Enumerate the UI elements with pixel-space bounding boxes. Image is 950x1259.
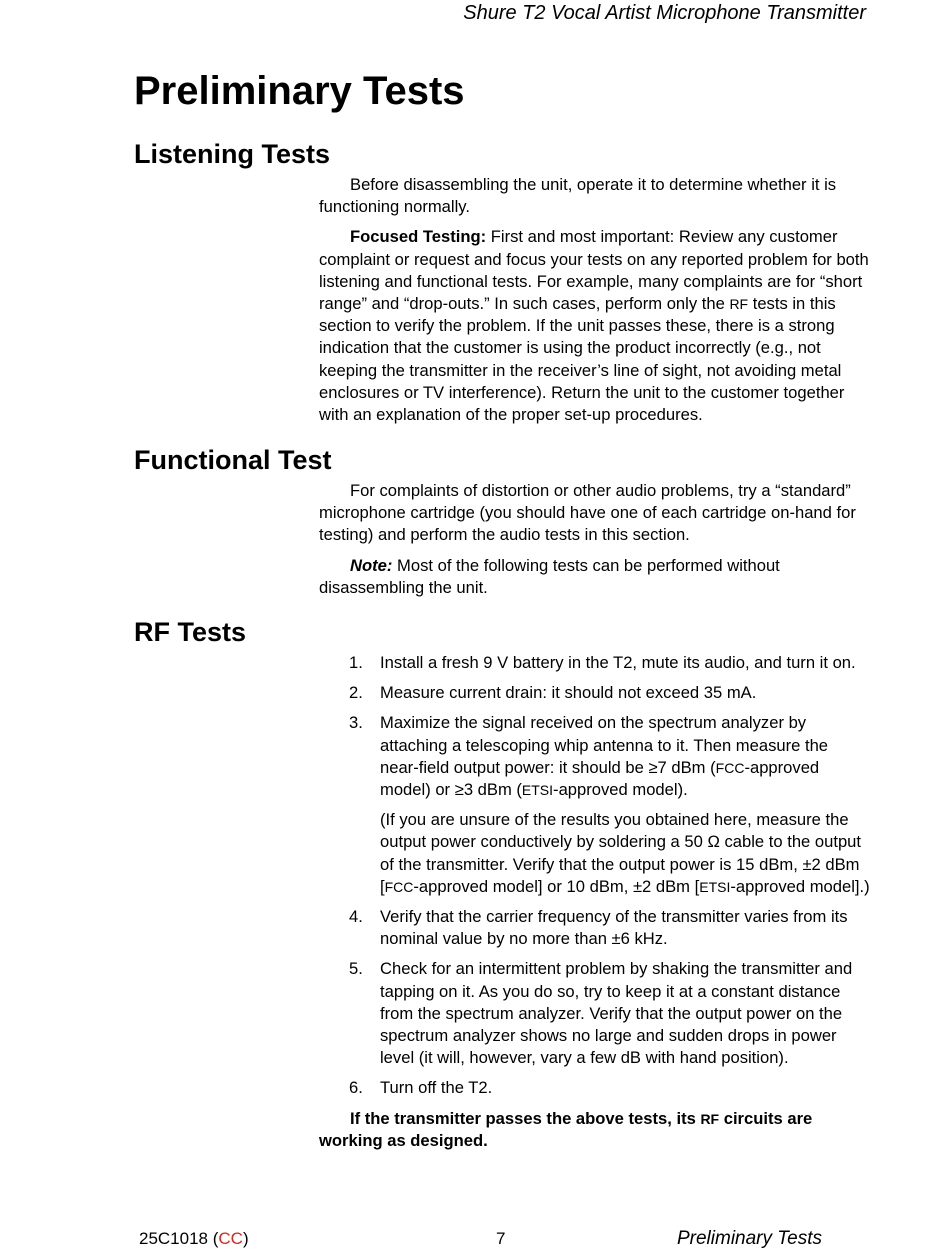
step-number: 1. xyxy=(349,653,363,672)
focused-testing-text-b: tests in this section to verify the problem. If the unit passes these, there is a strong indication that the customer is using the product incorrectly (e.g., not keeping the transmitter in the receiver’s line of sight, not avoiding metal enclosures or TV interference). Return the unit to the customer together with an explanation of the proper set-up procedures. xyxy=(319,294,845,425)
geq-symbol: ≥ xyxy=(454,780,464,800)
etsi-abbrev: ETSI xyxy=(521,782,554,799)
step-3-text-b: 7 dBm ( xyxy=(657,757,716,777)
closing-text-b: circuits are working as designed. xyxy=(319,1108,813,1150)
step-3-text-d: 3 dBm ( xyxy=(463,780,522,800)
rf-tests-body xyxy=(319,652,871,1160)
closing-statement xyxy=(319,1108,871,1152)
step-number: 4. xyxy=(349,907,363,927)
rf-tests-heading: RF Tests xyxy=(134,617,247,647)
focused-testing-paragraph xyxy=(319,226,871,426)
step-number: 5. xyxy=(349,959,363,979)
doc-number: 25C1018 ( xyxy=(139,1229,219,1248)
step-3-note-d: 2 dBm [ xyxy=(642,876,700,896)
plus-minus-symbol: ± xyxy=(802,854,812,874)
running-head: Shure T2 Vocal Artist Microphone Transmitter xyxy=(463,2,866,24)
step-text: Verify that the carrier frequency of the transmitter varies from its nominal value by no more than ±6 kHz. xyxy=(380,907,848,949)
page-number: 7 xyxy=(496,1229,506,1248)
focused-testing-text-a: First and most important: Review any customer complaint or request and focus your tests on any reported problem for both listening and functional tests. For example, many complaints are for “short range” and “drop-outs.” In such cases, perform only the xyxy=(319,227,869,314)
step-number: 2. xyxy=(349,683,363,703)
step-3-note xyxy=(380,809,871,898)
focused-testing-lead: Focused Testing: xyxy=(350,227,487,247)
step-3-note-a: (If you are unsure of the results you obtained here, measure the output power conductively by soldering a 50 Ω cable to the output of the transmitter. Verify that the output power is 15 dBm, xyxy=(380,810,862,874)
step-3-note-e: -approved model].) xyxy=(730,876,870,896)
rf-abbrev: RF xyxy=(729,296,749,313)
step-number: 6. xyxy=(349,1078,363,1098)
doc-close: ) xyxy=(242,1229,249,1248)
note-text: Most of the following tests can be performed without disassembling the unit. xyxy=(319,555,780,597)
list-item xyxy=(319,712,871,898)
geq-symbol: ≥ xyxy=(648,757,658,777)
list-item xyxy=(319,652,871,674)
step-text: Install a fresh 9 V battery in the T2, mute its audio, and turn it on. xyxy=(380,653,856,672)
list-item xyxy=(319,682,871,704)
step-3-text-a: Maximize the signal received on the spectrum analyzer by attaching a telescoping whip antenna to it. Then measure the near-field output power: it should be xyxy=(380,713,829,777)
listening-tests-heading: Listening Tests xyxy=(134,139,331,169)
step-text xyxy=(380,713,828,799)
step-3-note-b: 2 dBm [ xyxy=(380,854,860,896)
footer-section-title: Preliminary Tests xyxy=(676,1228,822,1249)
step-text: Check for an intermittent problem by shaking the transmitter and tapping on it. As you do so, try to keep it at a constant distance from the spectrum analyzer. Verify that the output power on the spectrum analyzer shows no large and sudden drops in power level (it will, however, vary a few dB with hand position). xyxy=(380,959,853,1068)
functional-test-heading: Functional Test xyxy=(134,445,332,475)
listening-paragraph-1: Before disassembling the unit, operate it to determine whether it is functioning normally. xyxy=(319,175,837,217)
note-paragraph xyxy=(319,555,871,599)
rf-test-steps xyxy=(319,652,871,1100)
plus-minus-symbol: ± xyxy=(632,876,643,896)
functional-paragraph-1: For complaints of distortion or other audio problems, try a “standard” microphone cartridge (you should have one of each cartridge on-hand for testing) and perform the audio tests in this section. xyxy=(319,481,856,545)
fcc-abbrev: FCC xyxy=(384,878,414,895)
list-item xyxy=(319,1077,871,1099)
step-text: Turn off the T2. xyxy=(380,1078,493,1098)
list-item xyxy=(319,906,871,950)
listening-tests-body xyxy=(319,174,871,434)
rf-abbrev: RF xyxy=(700,1110,720,1127)
etsi-abbrev: ETSI xyxy=(699,878,731,895)
step-number: 3. xyxy=(349,713,363,733)
step-3-note-c: -approved model] or 10 dBm, xyxy=(413,876,633,896)
closing-text-a: If the transmitter passes the above tests, its xyxy=(350,1108,701,1128)
doc-code: CC xyxy=(218,1229,243,1248)
functional-test-body xyxy=(319,480,871,607)
note-lead: Note: xyxy=(350,555,393,575)
step-text: Measure current drain: it should not exceed 35 mA. xyxy=(380,683,757,703)
list-item xyxy=(319,958,871,1069)
fcc-abbrev: FCC xyxy=(715,759,745,776)
footer-doc-number xyxy=(139,1229,249,1249)
step-3-text-e: -approved model). xyxy=(553,780,688,800)
page-title: Preliminary Tests xyxy=(134,69,465,113)
step-3-text-c: -approved model) or xyxy=(380,757,820,800)
